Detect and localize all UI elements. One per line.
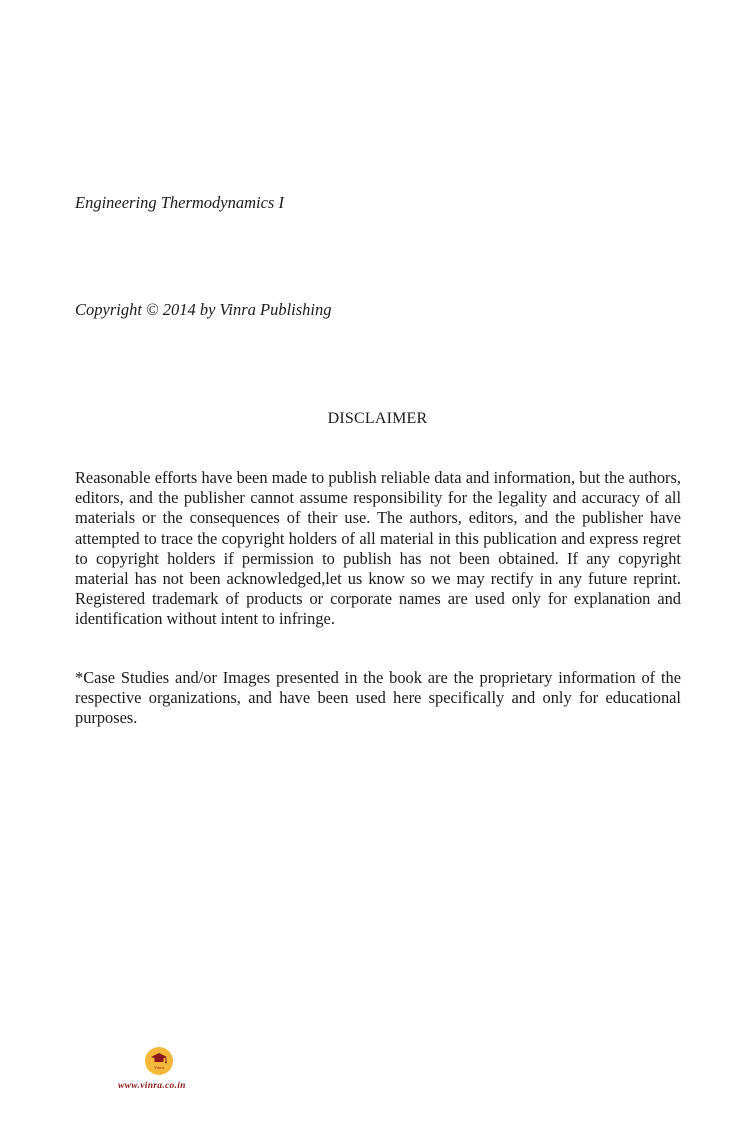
case-studies-note: *Case Studies and/or Images presented in the book are the proprietary information of the respective organizations, and have been used here specifically and only for educational purposes. [75, 668, 681, 728]
book-title: Engineering Thermodynamics I [75, 193, 284, 212]
disclaimer-paragraph: Reasonable efforts have been made to publish reliable data and information, but the authors, editors, and the publisher cannot assume responsibility for the legality and accuracy of all materials or the consequences of their use. The authors, editors, and the publisher have attempted to trace the copyright holders of all material in this publication and express regret to copyright holders if permission to publish has not been obtained. If any copyright material has not been acknowledged,let us know so we may rectify in any future reprint. Registered trademark of products or corporate names are used only for explanation and identification without intent to infringe. [75, 468, 681, 629]
svg-text:Vinra: Vinra [154, 1065, 164, 1070]
copyright-notice: Copyright © 2014 by Vinra Publishing [75, 300, 332, 319]
disclaimer-body [75, 468, 681, 630]
publisher-logo [118, 1047, 198, 1097]
disclaimer-heading: DISCLAIMER [327, 410, 428, 427]
graduation-cap-icon [145, 1047, 173, 1075]
publisher-website: www.vinra.co.in [118, 1081, 186, 1091]
